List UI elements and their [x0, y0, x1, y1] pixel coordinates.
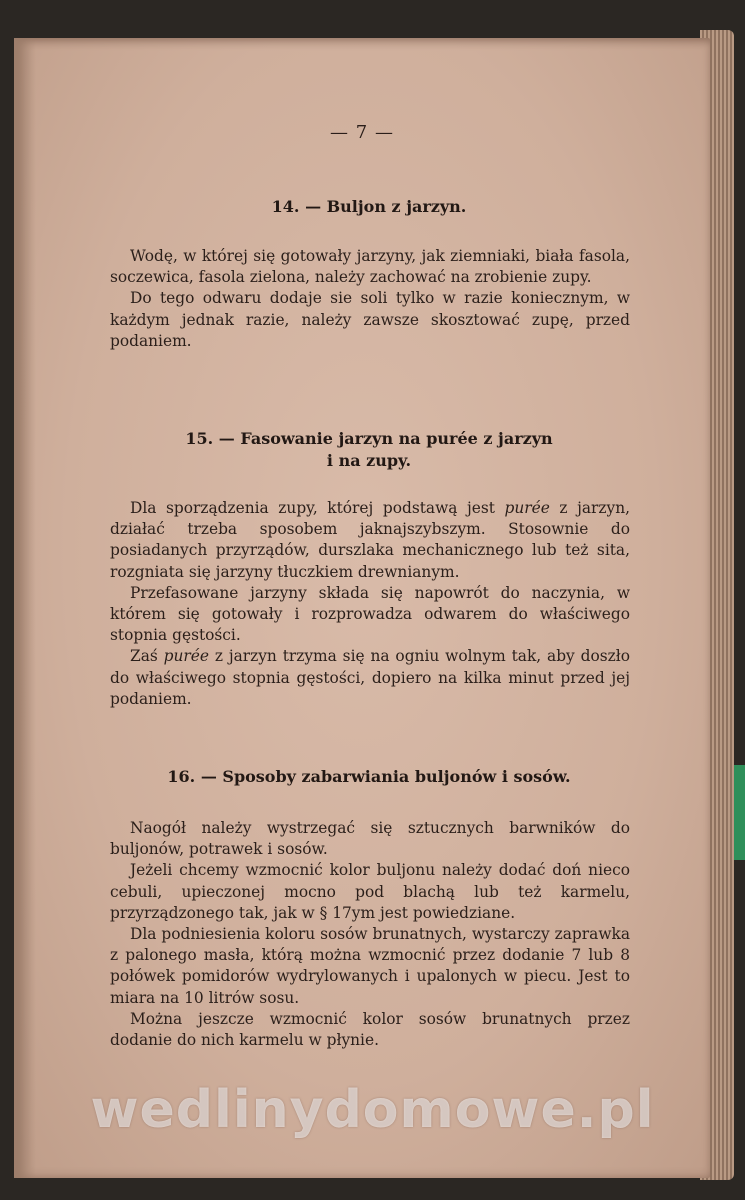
- section-number: 16.: [167, 767, 196, 786]
- section-title-line-2: i na zupy.: [326, 451, 412, 470]
- text-run: z jarzyn, działać trzeba sposobem jaknajszybszym. Stosownie do posiadanych przyrządów, durszlaka mechanicznego lub też sita, rozgniata się jarzyny tłuczkiem drewnianym.: [110, 499, 631, 581]
- text-run: Zaś: [130, 647, 164, 666]
- section-number: 15.: [185, 429, 214, 448]
- page-number: — 7 —: [330, 122, 394, 143]
- bookmark-tab: [734, 765, 745, 860]
- italic-term: purée: [163, 647, 209, 666]
- paragraph: Dla podniesienia koloru sosów brunatnych, wystarczy zaprawka z palonego masła, którą można wzmocnić przez dodanie 7 lub 8 połówek pomidorów wydrylowanych i upalonych w piecu. Jest to miara na 10 litrów sosu.: [110, 925, 630, 1007]
- page-gutter: [14, 38, 36, 1178]
- paragraph: Naogół należy wystrzegać się sztucznych barwników do buljonów, potrawek i sosów.: [110, 819, 630, 859]
- paragraph: [110, 498, 630, 583]
- section-15-heading: [74, 428, 664, 472]
- section-number: 14.: [271, 197, 300, 216]
- text-run: z jarzyn trzyma się na ogniu wolnym tak, aby doszło do właściwego stopnia gęstości, dopiero na kilka minut przed jej podaniem.: [110, 647, 630, 708]
- paragraph: [110, 646, 630, 710]
- section-14-body: [110, 246, 630, 352]
- section-16-heading: [74, 766, 664, 788]
- paragraph: Wodę, w której się gotowały jarzyny, jak ziemniaki, biała fasola, soczewica, fasola zielona, należy zachować na zrobienie zupy.: [110, 247, 630, 287]
- section-title-line-1: — Fasowanie jarzyn na purée z jarzyn: [218, 429, 553, 448]
- section-15-body: [110, 498, 630, 710]
- paragraph: Do tego odwaru dodaje sie soli tylko w razie koniecznym, w każdym jednak razie, należy zawsze skosztować zupę, przed podaniem.: [110, 289, 630, 350]
- italic-term: purée: [504, 499, 550, 517]
- watermark: wedlinydomowe.pl: [90, 1080, 655, 1140]
- section-title: — Buljon z jarzyn.: [305, 197, 467, 216]
- paragraph: Przefasowane jarzyny składa się napowrót do naczynia, w którem się gotowały i rozprowadza odwarem do właściwego stopnia gęstości.: [110, 583, 630, 645]
- section-16-body: [110, 818, 630, 1051]
- section-title: — Sposoby zabarwiania buljonów i sosów.: [200, 767, 571, 786]
- paragraph: Jeżeli chcemy wzmocnić kolor buljonu należy dodać doń nieco cebuli, upieczonej mocno pod blachą lub też karmelu, przyrządzonego tak, jak w § 17ym jest powiedziane.: [110, 861, 630, 922]
- text-run: Dla sporządzenia zupy, której podstawą jest: [130, 499, 505, 517]
- section-14-heading: [74, 196, 664, 218]
- paragraph: Można jeszcze wzmocnić kolor sosów brunatnych przez dodanie do nich karmelu w płynie.: [110, 1009, 630, 1050]
- book-page: [14, 38, 710, 1178]
